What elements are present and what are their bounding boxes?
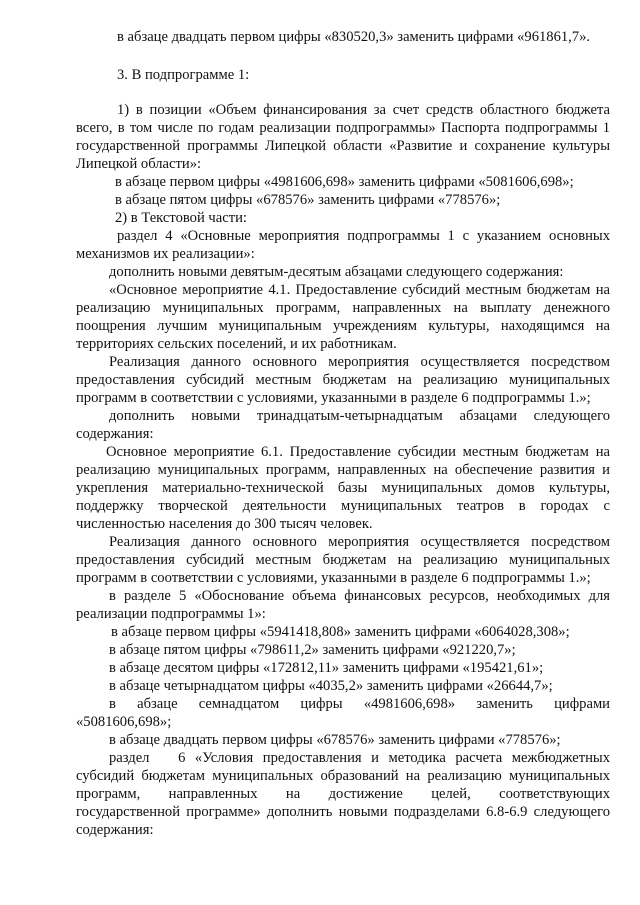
paragraph-s5-twentyfirst: в абзаце двадцать первом цифры «678576» заменить цифрами «778576»; (109, 732, 561, 748)
paragraph-measure-4-1: «Основное мероприятие 4.1. Предоставление субсидий местным бюджетам на реализацию муниципальных программ, направленных на выплату денежного поощрения лучшим муниципальным учреждениям культуры, находящимся на территориях сельских поселений, и их работникам. (76, 282, 610, 352)
paragraph-section-4: раздел 4 «Основные мероприятия подпрограммы 1 с указанием основных механизмов их реализации»: (76, 228, 610, 262)
paragraph-implementation-2: Реализация данного основного мероприятия осуществляется посредством предоставления субсидий местным бюджетам на реализацию муниципальных программ в соответствии с условиями, указанными в разделе 6 подпрограммы 1.»; (76, 534, 610, 586)
paragraph-s5-tenth: в абзаце десятом цифры «172812,11» заменить цифрами «195421,61»; (109, 660, 544, 676)
paragraph-section-5: в разделе 5 «Обоснование объема финансовых ресурсов, необходимых для реализации подпрограммы 1»: (76, 588, 610, 622)
paragraph-s5-fourteenth: в абзаце четырнадцатом цифры «4035,2» заменить цифрами «26644,7»; (109, 678, 553, 694)
paragraph-first-abzac: в абзаце первом цифры «4981606,698» заменить цифрами «5081606,698»; (115, 174, 574, 190)
paragraph-s5-seventeenth: в абзаце семнадцатом цифры «4981606,698» заменить цифрами «5081606,698»; (76, 696, 614, 730)
paragraph-implementation-1: Реализация данного основного мероприятия осуществляется посредством предоставления субсидий местным бюджетам на реализацию муниципальных программ в соответствии с условиями, указанными в разделе 6 подпрограммы 1.»; (76, 354, 610, 406)
paragraph-fifth-abzac: в абзаце пятом цифры «678576» заменить цифрами «778576»; (115, 192, 501, 208)
paragraph-text-part: 2) в Текстовой части: (115, 210, 247, 226)
paragraph-measure-6-1: Основное мероприятие 6.1. Предоставление субсидии местным бюджетам на реализацию муниципальных программ, направленных на обеспечение развития и укрепления материально-технической базы муниципальных домов культуры, поддержку творческой деятельности муниципальных театров в городах с численностью населения до 300 тысяч человек. (76, 444, 610, 532)
paragraph-add-13-14: дополнить новыми тринадцатым-четырнадцатым абзацами следующего содержания: (76, 408, 610, 442)
paragraph-funding-position: 1) в позиции «Объем финансирования за счет средств областного бюджета всего, в том числе по годам реализации подпрограммы» Паспорта подпрограммы 1 государственной программы Липецкой области «Развитие и сохранение культуры Липецкой области»: (76, 102, 610, 172)
paragraph-21-replace: в абзаце двадцать первом цифры «830520,3» заменить цифрами «961861,7». (117, 29, 591, 45)
section-heading-subprogram-1: 3. В подпрограмме 1: (117, 67, 250, 83)
paragraph-section-6: раздел 6 «Условия предоставления и методика расчета межбюджетных субсидий бюджетам муниципальных образований на реализацию муниципальных программ, направленных на достижение целей, соответствующих государственной программе» дополнить новыми подразделами 6.8-6.9 следующего содержания: (76, 750, 614, 838)
paragraph-add-ninth-tenth: дополнить новыми девятым-десятым абзацами следующего содержания: (109, 264, 564, 280)
paragraph-s5-first: в абзаце первом цифры «5941418,808» заменить цифрами «6064028,308»; (111, 624, 570, 640)
paragraph-s5-fifth: в абзаце пятом цифры «798611,2» заменить цифрами «921220,7»; (109, 642, 516, 658)
